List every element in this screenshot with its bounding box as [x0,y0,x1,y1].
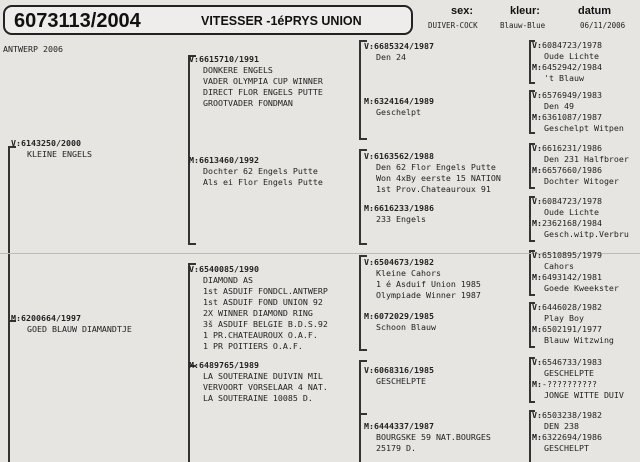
entry-mark: V: [532,250,542,260]
gen2-entry [189,155,323,188]
color-label: kleur: [510,5,540,17]
gen4-sire [532,410,602,432]
entry-line: Oude Lichte [544,207,599,217]
entry-ring: 6510895/1979 [542,250,602,260]
entry-line: 233 Engels [376,214,426,224]
entry-ring: 6444337/1987 [374,421,434,431]
entry-line: DIRECT FLOR ENGELS PUTTE [203,87,323,97]
entry-line: Blauw Witzwing [544,335,614,345]
entry-mark: V: [532,90,542,100]
date-value: 06/11/2006 [580,21,626,30]
gen3-entry [364,257,481,301]
entry-line: VERVOORT VORSELAAR 4 NAT. [203,382,328,392]
entry-mark: M: [532,379,542,389]
sex-label: sex: [451,5,474,17]
entry-line: Als ei Flor Engels Putte [203,177,323,187]
entry-mark: M: [364,311,374,321]
entry-ring: 6084723/1978 [542,40,602,50]
entry-line: 1st Prov.Chateauroux 91 [376,184,491,194]
entry-line: Den 49 [544,101,574,111]
entry-line: BOURGSKE 59 NAT.BOURGES [376,432,491,442]
date-label: datum [578,5,611,17]
gen4-dam [532,112,624,134]
dam-mark: M: [11,313,21,323]
pedigree-connector [359,413,367,415]
entry-line: GESCHELPTE [376,376,426,386]
entry-mark: V: [364,257,374,267]
gen4-dam [532,272,619,294]
entry-line: Geschelpt Witpen [544,123,624,133]
dam-name: GOED BLAUW DIAMANDTJE [27,324,132,334]
gen4-sire [532,90,602,112]
entry-line: 1 é Asduif Union 1985 [376,279,481,289]
gen3-entry [364,365,434,387]
entry-ring: 6615710/1991 [199,54,259,64]
entry-ring: 6502191/1977 [542,324,602,334]
entry-line: LA SOUTERAINE DUIVIN MIL [203,371,323,381]
gen4-dam [532,432,602,454]
gen2-entry [189,360,328,404]
color-value: Blauw-Blue [500,21,546,30]
entry-line: DONKERE ENGELS [203,65,273,75]
location-label: ANTWERP 2006 [3,44,63,54]
entry-ring: 6685324/1987 [374,41,434,51]
gen4-sire [532,250,602,272]
entry-ring: 6452942/1984 [542,62,602,72]
entry-ring: -?????????? [542,379,597,389]
entry-mark: M: [532,218,542,228]
gen4-sire [532,40,602,62]
entry-mark: M: [532,272,542,282]
entry-mark: V: [532,357,542,367]
entry-ring: 6576949/1983 [542,90,602,100]
entry-ring: 6322694/1986 [542,432,602,442]
entry-line: Schoon Blauw [376,322,436,332]
gen3-entry [364,151,501,195]
entry-ring: 6324164/1989 [374,96,434,106]
gen4-dam [532,62,602,84]
entry-line: Won 4xBy eerste 15 NATION [376,173,501,183]
entry-ring: 6546733/1983 [542,357,602,367]
gen4-dam [532,324,614,346]
entry-ring: 6616233/1986 [374,203,434,213]
entry-line: Den 62 Flor Engels Putte [376,162,496,172]
entry-ring: 6493142/1981 [542,272,602,282]
entry-line: Dochter 62 Engels Putte [203,166,318,176]
entry-mark: M: [532,324,542,334]
sire-ring: 6143250/2000 [21,138,81,148]
sire-mark: V: [11,138,21,148]
ring-number: 6073113/2004 [14,10,141,32]
entry-line: 1st ASDUIF FONDCL.ANTWERP [203,286,328,296]
entry-line: 25179 D. [376,443,416,453]
entry-line: Play Boy [544,313,584,323]
sex-value: DUIVER-COCK [428,21,478,30]
entry-mark: M: [189,155,199,165]
entry-mark: M: [532,165,542,175]
gen3-entry [364,41,434,63]
gen4-dam [532,379,624,401]
entry-mark: V: [532,410,542,420]
entry-ring: 6084723/1978 [542,196,602,206]
entry-mark: M: [364,96,374,106]
entry-line: GESCHELPTE [544,368,594,378]
entry-mark: V: [364,151,374,161]
gen1-sire [11,138,92,160]
entry-line: GROOTVADER FONDMAN [203,98,293,108]
gen2-entry [189,264,328,352]
entry-line: 't Blauw [544,73,584,83]
entry-ring: 6446028/1982 [542,302,602,312]
entry-ring: 6540085/1990 [199,264,259,274]
entry-mark: M: [532,62,542,72]
entry-mark: V: [189,54,199,64]
entry-line: VADER OLYMPIA CUP WINNER [203,76,323,86]
entry-line: JONGE WITTE DUIV [544,390,624,400]
entry-line: Cahors [544,261,574,271]
pedigree-title-box [3,5,413,35]
entry-ring: 6616231/1986 [542,143,602,153]
entry-line: Den 24 [376,52,406,62]
entry-line: Gesch.witp.Verbru [544,229,629,239]
entry-mark: V: [532,143,542,153]
entry-mark: V: [364,41,374,51]
entry-line: Den 231 Halfbroer [544,154,629,164]
entry-line: GESCHELPT [544,443,589,453]
gen4-sire [532,302,602,324]
gen4-dam [532,218,629,240]
entry-line: 1 PR POITIERS O.A.F. [203,341,303,351]
entry-ring: 2362168/1984 [542,218,602,228]
entry-line: LA SOUTERAINE 10085 D. [203,393,313,403]
entry-line: 3š ASDUIF BELGIE B.D.S.92 [203,319,328,329]
entry-line: Goede Kweekster [544,283,619,293]
entry-line: Dochter Witoger [544,176,619,186]
entry-ring: 6489765/1989 [199,360,259,370]
entry-mark: M: [364,421,374,431]
entry-ring: 6613460/1992 [199,155,259,165]
gen3-entry [364,96,434,118]
entry-ring: 6657660/1986 [542,165,602,175]
entry-ring: 6068316/1985 [374,365,434,375]
entry-ring: 6163562/1988 [374,151,434,161]
entry-line: Kleine Cahors [376,268,441,278]
entry-line: 1 PR.CHATEAUROUX O.A.F. [203,330,318,340]
entry-line: 1st ASDUIF FOND UNION 92 [203,297,323,307]
gen2-entry [189,54,323,109]
gen3-entry [364,311,436,333]
entry-mark: V: [532,40,542,50]
gen4-dam [532,165,619,187]
pedigree-connector [8,146,16,462]
entry-ring: 6361087/1987 [542,112,602,122]
entry-line: Geschelpt [376,107,421,117]
gen4-sire [532,143,629,165]
entry-mark: M: [532,432,542,442]
entry-line: Oude Lichte [544,51,599,61]
gen3-entry [364,203,434,225]
entry-ring: 6504673/1982 [374,257,434,267]
entry-mark: M: [189,360,199,370]
entry-mark: M: [364,203,374,213]
entry-line: DEN 238 [544,421,579,431]
entry-ring: 6503238/1982 [542,410,602,420]
gen3-entry [364,421,491,454]
sire-name: KLEINE ENGELS [27,149,92,159]
dam-ring: 6200664/1997 [21,313,81,323]
entry-mark: M: [532,112,542,122]
entry-line: Olympiade Winner 1987 [376,290,481,300]
gen4-sire [532,196,602,218]
entry-ring: 6072029/1985 [374,311,434,321]
gen1-dam [11,313,132,335]
entry-mark: V: [532,302,542,312]
entry-mark: V: [532,196,542,206]
gen4-sire [532,357,602,379]
entry-line: 2X WINNER DIAMOND RING [203,308,313,318]
entry-line: DIAMOND AS [203,275,253,285]
entry-mark: V: [364,365,374,375]
entry-mark: V: [189,264,199,274]
bird-name: VITESSER -1éPRYS UNION [201,14,362,28]
